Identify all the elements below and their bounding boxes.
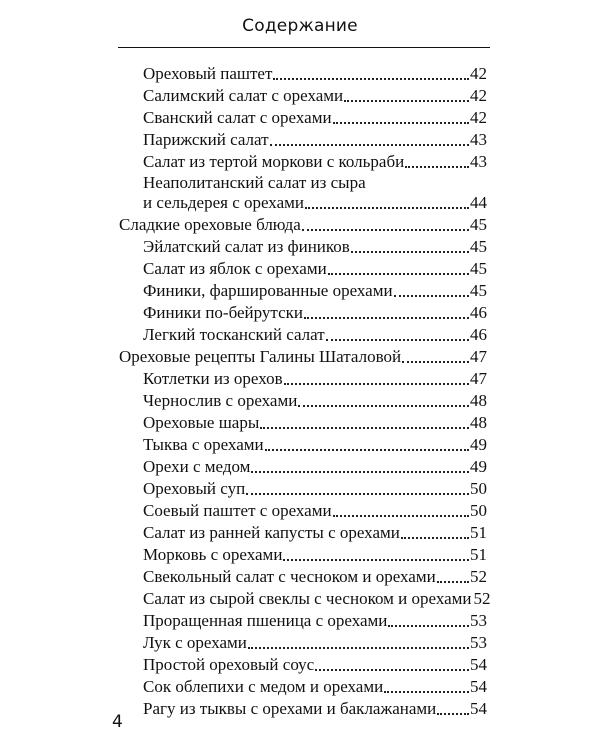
toc-entry-page: 43 (470, 130, 487, 149)
toc-entry[interactable] (143, 86, 487, 106)
toc-entry-page: 54 (470, 655, 487, 674)
toc-entry-page: 53 (470, 611, 487, 630)
toc-entry[interactable] (143, 281, 487, 301)
toc-entry-page: 54 (470, 677, 487, 696)
toc-entry[interactable] (143, 633, 487, 653)
toc-entry-page: 54 (470, 699, 487, 718)
toc-entry-title: Сладкие ореховые блюда (119, 215, 301, 234)
header-rule (118, 47, 490, 48)
dot-leader (351, 251, 469, 253)
toc-entry-page: 49 (470, 435, 487, 454)
toc-entry-title: Орехи с медом (143, 457, 251, 476)
toc-entry-page: 50 (470, 501, 487, 520)
toc-entry-title: Свекольный салат с чесноком и орехами (143, 567, 436, 586)
toc-entry-page: 44 (470, 193, 487, 212)
toc-entry[interactable] (143, 699, 487, 719)
dot-leader (405, 166, 469, 168)
toc-entry-title: Ореховый суп (143, 479, 246, 498)
dot-leader (283, 559, 469, 561)
toc-entry-page: 45 (470, 237, 487, 256)
toc-entry-page: 42 (470, 86, 487, 105)
toc-entry-title: Лук с орехами (143, 633, 247, 652)
toc-entry[interactable] (143, 655, 487, 675)
toc-entry-title-line1[interactable]: Неаполитанский салат из сыра (143, 173, 366, 192)
toc-entry[interactable] (143, 237, 487, 257)
dot-leader (260, 427, 469, 429)
dot-leader (437, 581, 469, 583)
toc-entry-page: 46 (470, 325, 487, 344)
toc-entry-title: Салат из яблок с орехами (143, 259, 327, 278)
toc-entry-title: и сельдерея с орехами (143, 193, 304, 212)
page-number: 4 (112, 712, 123, 732)
toc-entry[interactable] (143, 413, 487, 433)
toc-entry-title: Финики по-бейрутски (143, 303, 303, 322)
toc-entry-title: Парижский салат (143, 130, 269, 149)
toc-entry[interactable] (143, 64, 487, 84)
toc-entry[interactable] (143, 501, 487, 521)
dot-leader (265, 449, 469, 451)
toc-entry[interactable] (143, 677, 487, 697)
dot-leader (333, 122, 469, 124)
dot-leader (298, 405, 469, 407)
toc-entry-page: 48 (470, 391, 487, 410)
dot-leader (326, 339, 469, 341)
toc-entry-title: Соевый паштет с орехами (143, 501, 332, 520)
toc-entry-page: 52 (470, 567, 487, 586)
toc-entry-page: 53 (470, 633, 487, 652)
toc-entry-title: Сванский салат с орехами (143, 108, 332, 127)
dot-leader (333, 515, 469, 517)
toc-entry-title: Салат из тертой моркови с кольраби (143, 152, 405, 171)
toc-entry[interactable] (143, 130, 487, 150)
toc-entry-page: 47 (470, 369, 487, 388)
toc-entry-title: Чернослив с орехами (143, 391, 298, 410)
toc-entry-title: Тыква с орехами (143, 435, 264, 454)
dot-leader (315, 669, 469, 671)
toc-entry-title: Простой ореховый соус (143, 655, 315, 674)
toc-entry-page: 46 (470, 303, 487, 322)
toc-entry[interactable] (143, 259, 487, 279)
toc-entry[interactable] (143, 152, 487, 172)
toc-entry-title: Финики, фаршированные орехами (143, 281, 393, 300)
toc-entry-title: Морковь с орехами (143, 545, 283, 564)
toc-entry-title: Ореховые рецепты Галины Шаталовой (119, 347, 402, 366)
toc-entry-title: Сок облепихи с медом и орехами (143, 677, 384, 696)
toc-entry[interactable] (143, 523, 487, 543)
toc-section-entry[interactable] (119, 347, 487, 367)
toc-entry-page: 52 (473, 589, 491, 608)
toc-entry-page: 50 (470, 479, 487, 498)
toc-entry[interactable] (143, 457, 487, 477)
toc-entry-title: Салат из ранней капусты с орехами (143, 523, 400, 542)
toc-entry[interactable] (143, 479, 487, 499)
toc-entry-title: Салат из сырой свеклы с чесноком и орехами (143, 589, 472, 608)
toc-entry-page: 43 (470, 152, 487, 171)
toc-entry-title: Рагу из тыквы с орехами и баклажанами (143, 699, 437, 718)
toc-entry[interactable] (143, 545, 487, 565)
toc-entry-title: Легкий тосканский салат (143, 325, 325, 344)
toc-entry-page: 42 (470, 64, 487, 83)
toc-entry[interactable] (143, 193, 487, 213)
toc-entry-page: 51 (470, 523, 487, 542)
toc-section-entry[interactable] (119, 215, 487, 235)
dot-leader (251, 471, 469, 473)
dot-leader (328, 273, 469, 275)
toc-entry-title: Эйлатский салат из фиников (143, 237, 350, 256)
toc-entry[interactable] (143, 589, 491, 609)
toc-entry-page: 45 (470, 259, 487, 278)
dot-leader (401, 537, 469, 539)
toc-entry[interactable] (143, 611, 487, 631)
toc-entry[interactable] (143, 369, 487, 389)
dot-leader (302, 229, 469, 231)
dot-leader (388, 625, 469, 627)
dot-leader (437, 713, 469, 715)
toc-entry-page: 49 (470, 457, 487, 476)
dot-leader (402, 361, 469, 363)
toc-entry-title: Ореховый паштет (143, 64, 273, 83)
toc-entry-page: 48 (470, 413, 487, 432)
dot-leader (284, 383, 469, 385)
toc-entry[interactable] (143, 567, 487, 587)
toc-entry-title: Котлетки из орехов (143, 369, 283, 388)
toc-entry-page: 45 (470, 281, 487, 300)
dot-leader (246, 493, 469, 495)
toc-entry[interactable] (143, 108, 487, 128)
toc-entry[interactable] (143, 303, 487, 323)
dot-leader (248, 647, 469, 649)
toc-entry-title: Салимский салат с орехами (143, 86, 344, 105)
toc-entry-page: 42 (470, 108, 487, 127)
toc-entry-title: Ореховые шары (143, 413, 260, 432)
toc-entry-title: Проращенная пшеница с орехами (143, 611, 388, 630)
toc-entry[interactable] (143, 435, 487, 455)
dot-leader (384, 691, 469, 693)
toc-entry[interactable] (143, 325, 487, 345)
dot-leader (305, 207, 469, 209)
page-header-title: Содержание (242, 16, 358, 36)
dot-leader (344, 100, 469, 102)
toc-entry-page: 45 (470, 215, 487, 234)
dot-leader (270, 144, 469, 146)
toc-entry[interactable] (143, 391, 487, 411)
toc-entry-page: 47 (470, 347, 487, 366)
dot-leader (394, 295, 469, 297)
toc-entry-page: 51 (470, 545, 487, 564)
dot-leader (273, 78, 469, 80)
dot-leader (304, 317, 469, 319)
